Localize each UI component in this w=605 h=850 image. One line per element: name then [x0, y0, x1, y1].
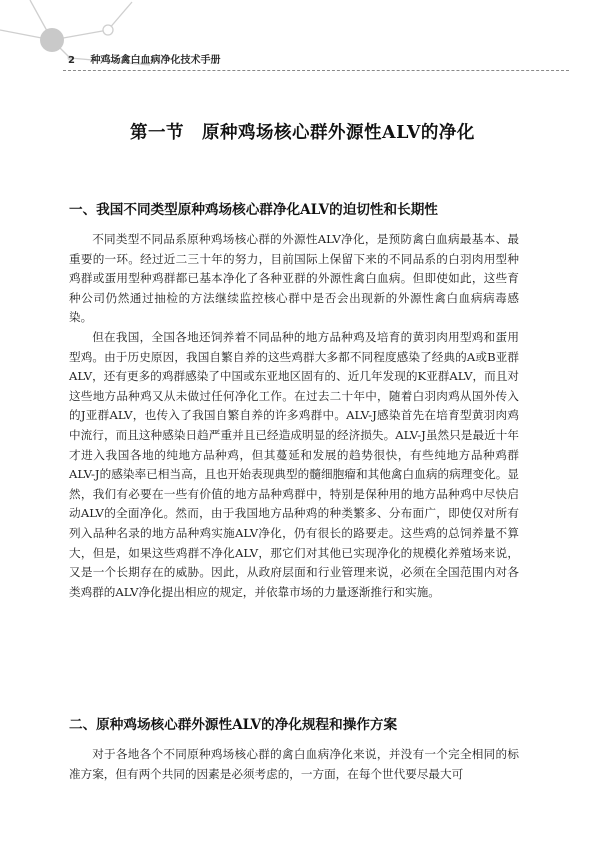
subheading-1: 一、我国不同类型原种鸡场核心群净化ALV的迫切性和长期性 [69, 202, 438, 218]
running-header [68, 51, 220, 66]
book-title: 种鸡场禽白血病净化技术手册 [90, 55, 221, 66]
subheading-2: 二、原种鸡场核心群外源性ALV的净化规程和操作方案 [69, 717, 398, 733]
decor-circle-small [103, 25, 113, 35]
header-divider [63, 70, 569, 71]
section-title: 第一节 原种鸡场核心群外源性ALV的净化 [130, 123, 475, 143]
page-number: 2 [68, 55, 75, 66]
decor-circle-large [40, 28, 64, 52]
paragraph: 对于各地各个不同原种鸡场核心群的禽白血病净化来说，并没有一个完全相同的标准方案，但有两个共同的因素是必须考虑的，一方面，在每个世代要尽最大可 [69, 747, 519, 781]
body-section-2 [69, 745, 519, 784]
body-section-1 [69, 230, 519, 602]
paragraph: 不同类型不同品系原种鸡场核心群的外源性ALV净化，是预防禽白血病最基本、最重要的一环。经过近二三十年的努力，目前国际上保留下来的不同品系的白羽肉用型种鸡群或蛋用型种鸡群都已基本净化了各种亚群的外源性禽白血病。但即使如此，这些育种公司仍然通过抽检的方法继续监控核心群中是否会出现新的外源性禽白血病病毒感染。 [69, 232, 519, 325]
paragraph: 但在我国，全国各地还饲养着不同品种的地方品种鸡及培育的黄羽肉用型鸡和蛋用型鸡。由于历史原因，我国自繁自养的这些鸡群大多都不同程度感染了经典的A或B亚群ALV，还有更多的鸡群感染了中国或东亚地区固有的、近几年发现的K亚群ALV，而且对这些地方品种鸡又从未做过任何净化工作。在过去二十年中，随着白羽肉鸡从国外传入的J亚群ALV，也传入了我国自繁自养的许多鸡群中。ALV-J感染首先在培育型黄羽肉鸡中流行，而且这种感染日趋严重并且已经造成明显的经济损失。ALV-J虽然只是最近十年才进入我国各地的纯地方品种鸡，但其蔓延和发展的趋势很快，有些纯地方品种鸡群ALV-J的感染率已相当高，且也开始表现典型的髓细胞瘤和其他禽白血病的病理变化。显然，我们有必要在一些有价值的地方品种鸡群中，特别是保种用的地方品种鸡中尽快启动ALV的全面净化。然而，由于我国地方品种鸡的种类繁多、分布面广，即使仅对所有列入品种名录的地方品种鸡实施ALV净化，仍有很长的路要走。这些鸡的总饲养量不算大，但是，如果这些鸡群不净化ALV，那它们对其他已实现净化的规模化养殖场来说，又是一个长期存在的威胁。因此，从政府层面和行业管理来说，必须在全国范围内对各类鸡群的ALV净化提出相应的规定，并依靠市场的力量逐渐推行和实施。 [69, 329, 519, 599]
